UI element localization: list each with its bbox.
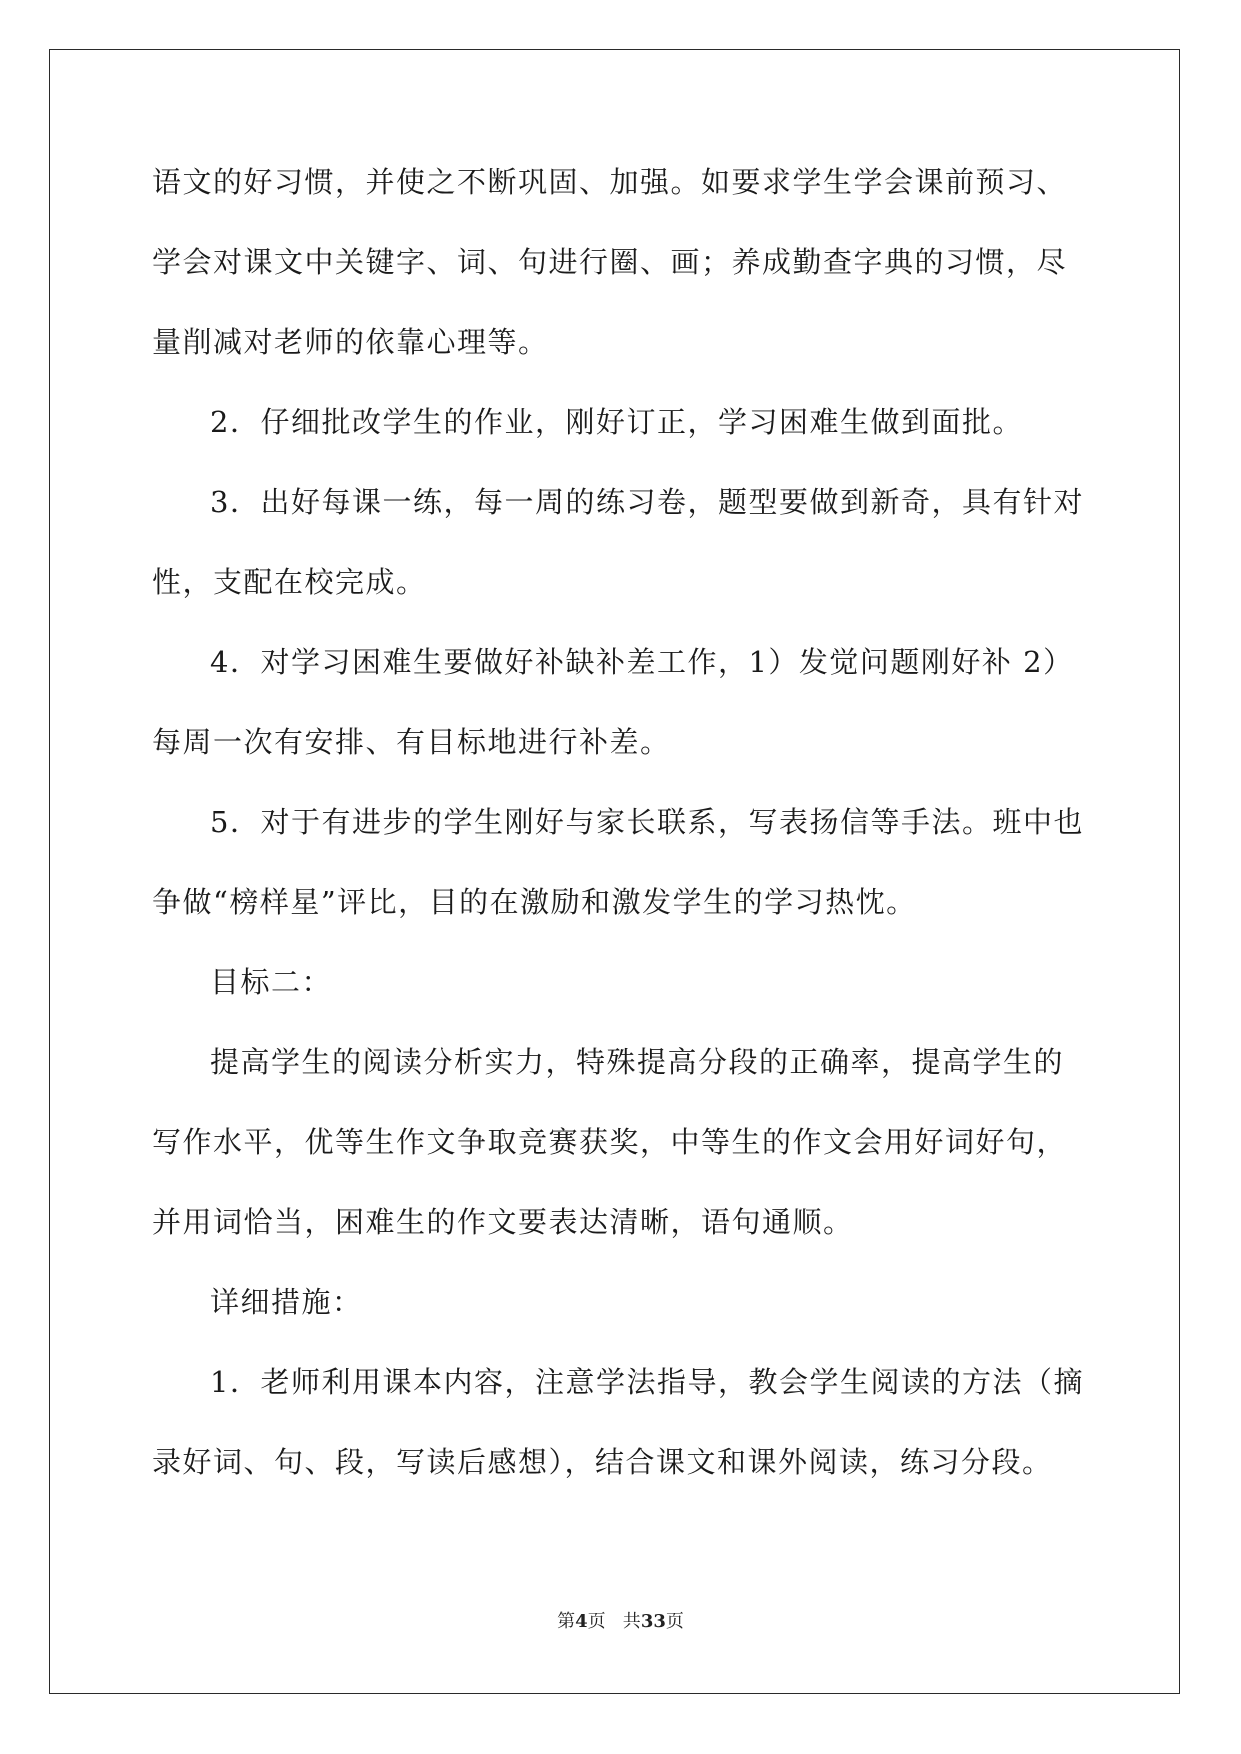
footer-prefix: 第 — [557, 1611, 576, 1632]
text-line: 4．对学习困难生要做好补缺补差工作，1）发觉问题刚好补 2） — [210, 645, 1074, 679]
text-line: 录好词、句、段，写读后感想），结合课文和课外阅读，练习分段。 — [152, 1445, 1053, 1479]
text-line: 争做“榜样星”评比，目的在激励和激发学生的学习热忱。 — [152, 885, 917, 919]
text-line: 语文的好习惯，并使之不断巩固、加强。如要求学生学会课前预习、 — [152, 165, 1068, 199]
text-line: 3．出好每课一练，每一周的练习卷，题型要做到新奇，具有针对 — [210, 485, 1084, 519]
footer-mid: 页 共 — [587, 1611, 641, 1632]
footer-suffix: 页 — [665, 1611, 684, 1632]
text-line: 量削减对老师的依靠心理等。 — [152, 325, 549, 359]
text-line: 并用词恰当，困难生的作文要表达清晰，语句通顺。 — [152, 1205, 854, 1239]
document-body — [152, 152, 1087, 1512]
section-heading: 目标二： — [210, 965, 333, 999]
text-line: 5．对于有进步的学生刚好与家长联系，写表扬信等手法。班中也 — [210, 805, 1084, 839]
text-line: 每周一次有安排、有目标地进行补差。 — [152, 725, 671, 759]
current-page-number: 4 — [575, 1611, 588, 1632]
text-line: 提高学生的阅读分析实力，特殊提高分段的正确率，提高学生的 — [210, 1045, 1065, 1079]
text-line: 学会对课文中关键字、词、句进行圈、画；养成勤查字典的习惯，尽 — [152, 245, 1068, 279]
text-line: 1．老师利用课本内容，注意学法指导，教会学生阅读的方法（摘 — [210, 1365, 1084, 1399]
text-line: 性，支配在校完成。 — [152, 565, 427, 599]
text-line: 2．仔细批改学生的作业，刚好订正，学习困难生做到面批。 — [210, 405, 1023, 439]
total-page-count: 33 — [640, 1611, 666, 1632]
section-heading: 详细措施： — [210, 1285, 363, 1319]
page-footer — [0, 1607, 1241, 1633]
text-line: 写作水平，优等生作文争取竞赛获奖，中等生的作文会用好词好句， — [152, 1125, 1068, 1159]
